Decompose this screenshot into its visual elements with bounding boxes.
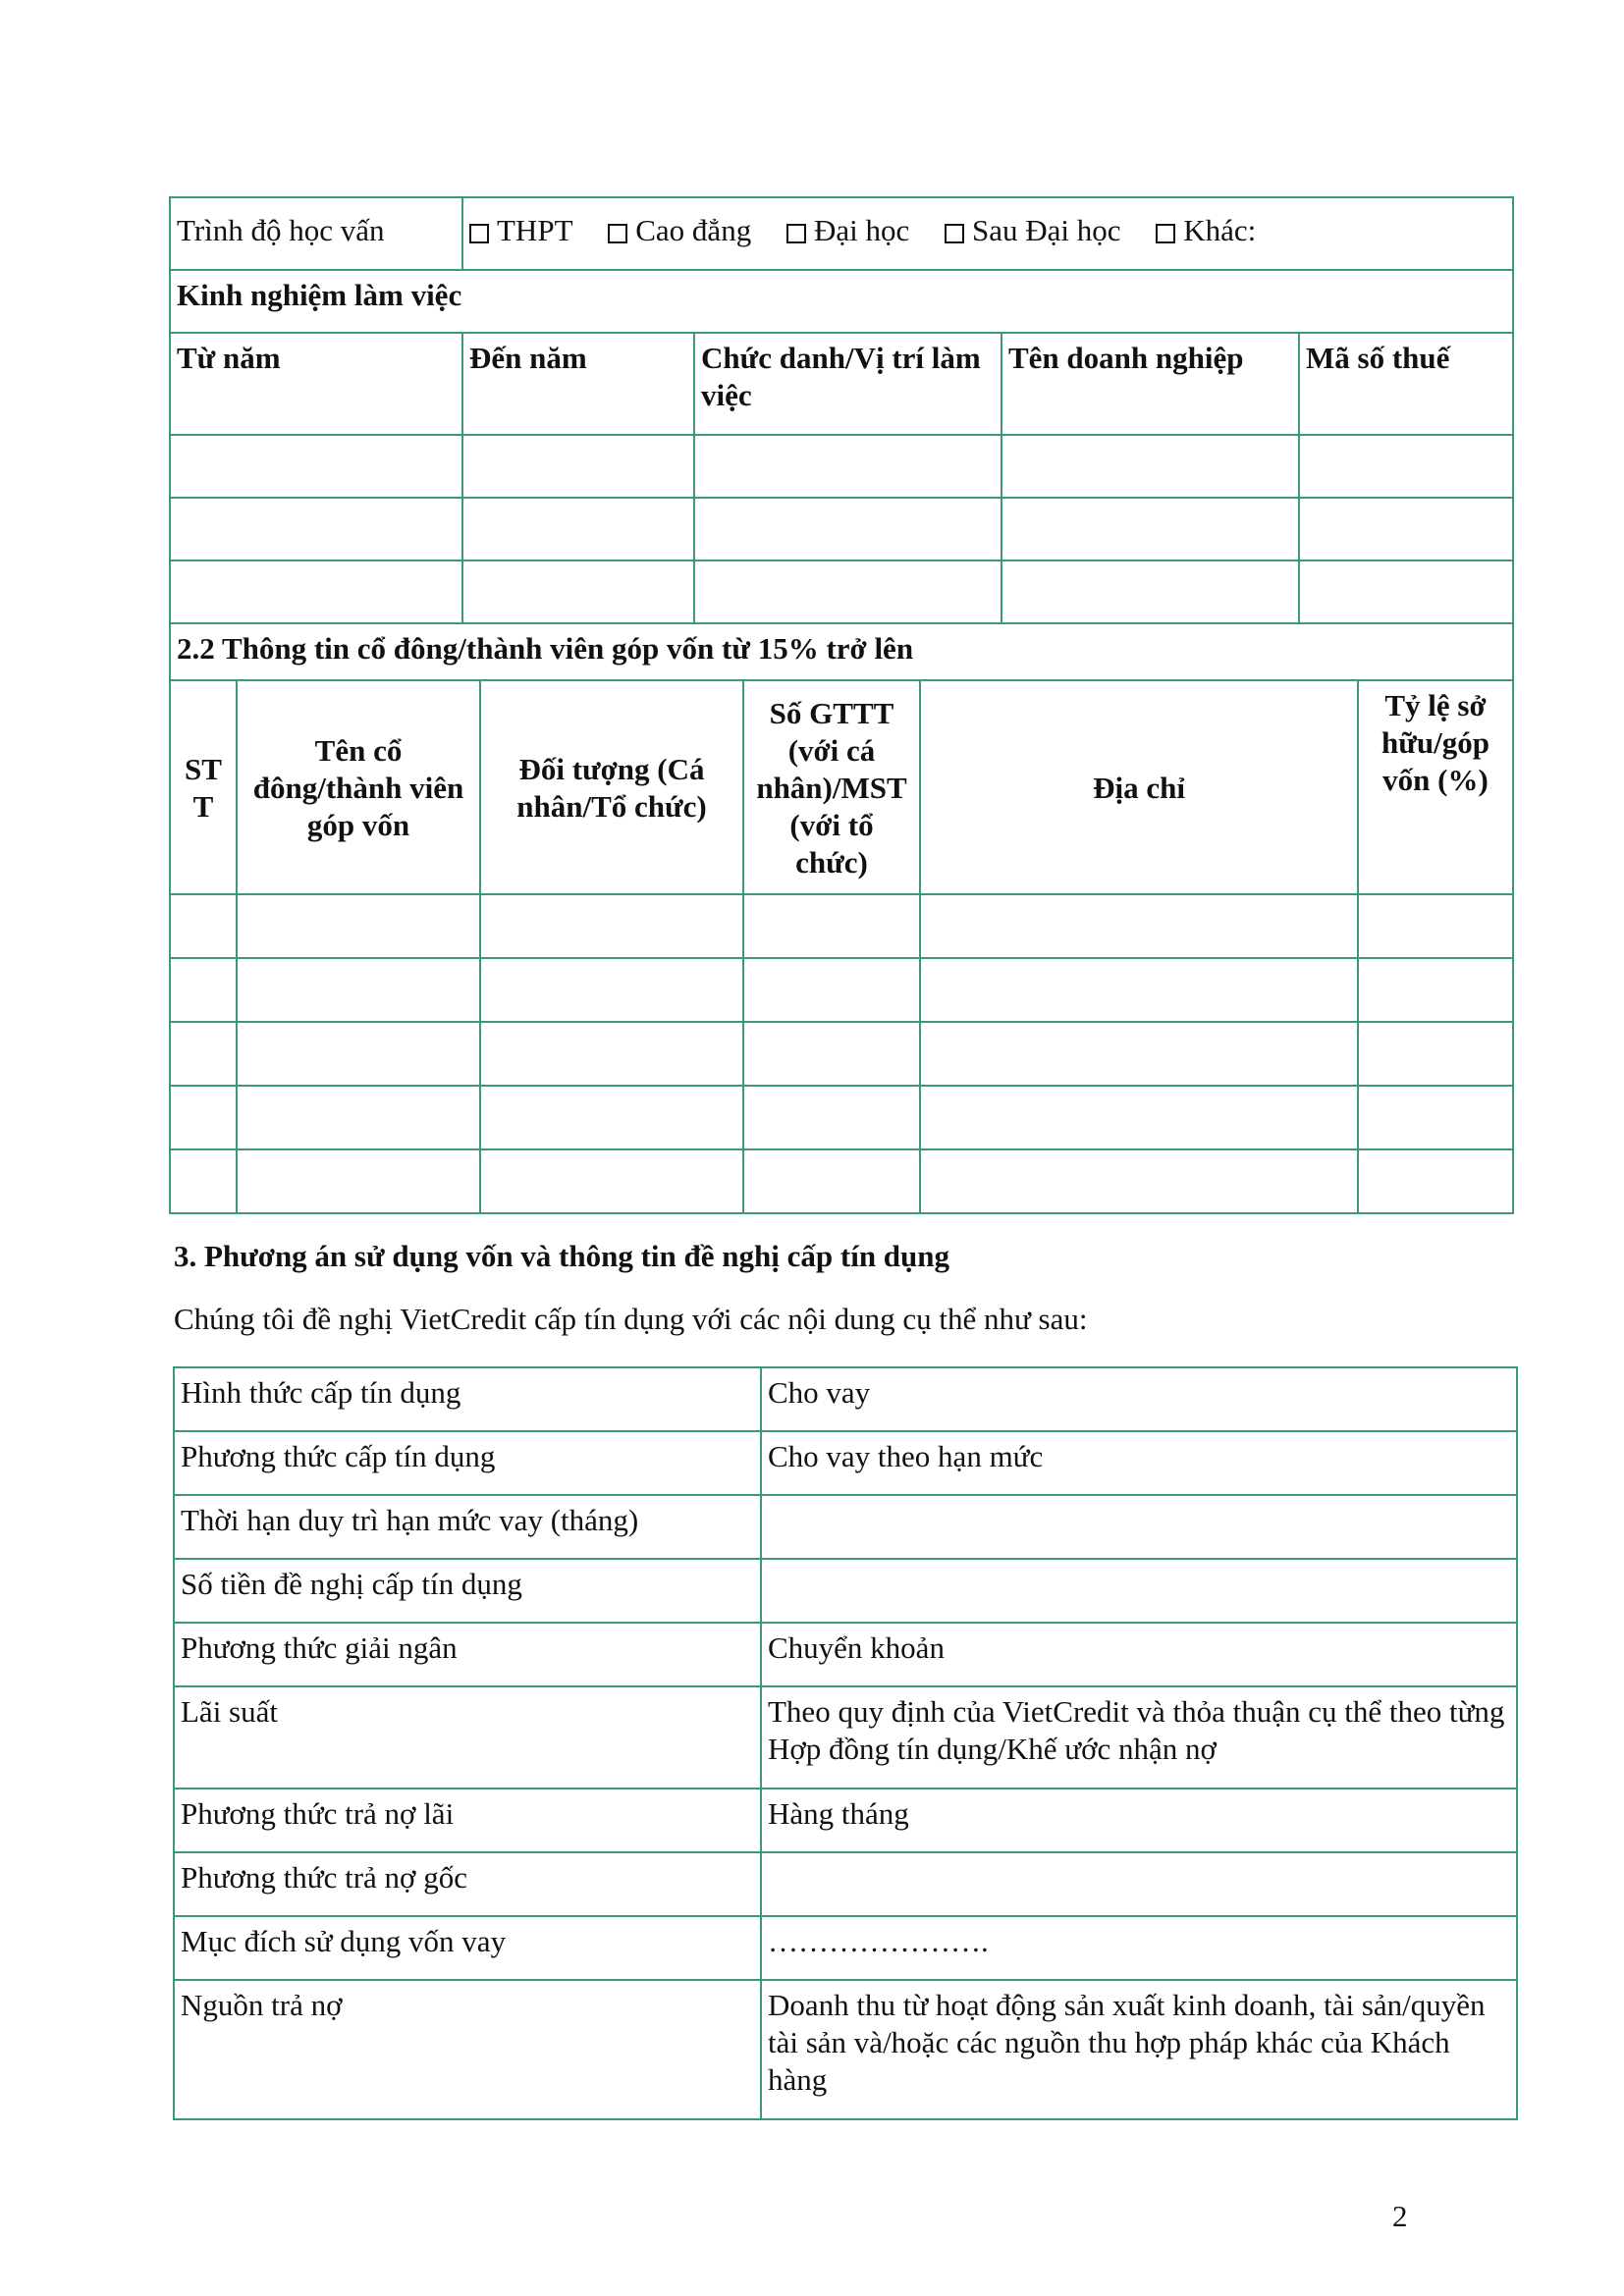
- checkbox-icon[interactable]: [469, 224, 489, 243]
- table-row: [174, 1559, 1517, 1623]
- table-row: [174, 1916, 1517, 1980]
- option-cao-dang[interactable]: Cao đẳng: [608, 213, 751, 247]
- row-value: Theo quy định của VietCredit và thỏa thuận cụ thể theo từng Hợp đồng tín dụng/Khế ước nhận nợ: [761, 1686, 1517, 1789]
- row-value[interactable]: [761, 1559, 1517, 1623]
- row-value: Hàng tháng: [761, 1789, 1517, 1852]
- row-label: Lãi suất: [174, 1686, 761, 1789]
- table-row: [170, 1086, 1513, 1149]
- shareholders-title: 2.2 Thông tin cổ đông/thành viên góp vốn từ 15% trở lên: [170, 623, 1513, 680]
- row-label: Hình thức cấp tín dụng: [174, 1367, 761, 1431]
- header-to-year: Đến năm: [462, 333, 694, 435]
- row-value: Doanh thu từ hoạt động sản xuất kinh doanh, tài sản/quyền tài sản và/hoặc các nguồn thu hợp pháp khác của Khách hàng: [761, 1980, 1517, 2119]
- shareholders-table: [169, 622, 1514, 1214]
- checkbox-icon[interactable]: [786, 224, 806, 243]
- row-label: Phương thức giải ngân: [174, 1623, 761, 1686]
- option-dai-hoc[interactable]: Đại học: [786, 213, 909, 247]
- table-row: [170, 894, 1513, 958]
- education-label: Trình độ học vấn: [170, 197, 462, 270]
- section3-intro: Chúng tôi đề nghị VietCredit cấp tín dụng với các nội dung cụ thể như sau:: [174, 1302, 1088, 1336]
- page-number: 2: [1392, 2199, 1408, 2233]
- checkbox-icon[interactable]: [608, 224, 627, 243]
- experience-table: [169, 196, 1514, 624]
- section3-title: 3. Phương án sử dụng vốn và thông tin đề nghị cấp tín dụng: [174, 1239, 950, 1273]
- row-value: Cho vay: [761, 1367, 1517, 1431]
- table-row: [174, 1431, 1517, 1495]
- table-row: [174, 1686, 1517, 1789]
- table-row: [170, 498, 1513, 561]
- row-label: Phương thức cấp tín dụng: [174, 1431, 761, 1495]
- option-thpt[interactable]: THPT: [469, 213, 573, 247]
- table-row: [170, 561, 1513, 623]
- table-row: [170, 1149, 1513, 1213]
- table-row: [174, 1367, 1517, 1431]
- option-khac[interactable]: Khác:: [1156, 213, 1256, 247]
- table-row: [174, 1980, 1517, 2119]
- header-stt: STT: [170, 680, 237, 894]
- table-row: [174, 1495, 1517, 1559]
- header-tax-code: Mã số thuế: [1299, 333, 1513, 435]
- row-label: Phương thức trả nợ gốc: [174, 1852, 761, 1916]
- experience-title: Kinh nghiệm làm việc: [170, 270, 1513, 333]
- row-value: Chuyển khoản: [761, 1623, 1517, 1686]
- table-row: [170, 958, 1513, 1022]
- row-label: Phương thức trả nợ lãi: [174, 1789, 761, 1852]
- checkbox-icon[interactable]: [1156, 224, 1175, 243]
- row-value[interactable]: [761, 1852, 1517, 1916]
- table-row: [174, 1789, 1517, 1852]
- header-company: Tên doanh nghiệp: [1001, 333, 1299, 435]
- table-row: [174, 1623, 1517, 1686]
- credit-proposal-table: [173, 1366, 1518, 2120]
- table-row: [170, 1022, 1513, 1086]
- header-ownership-ratio: Tỷ lệ sở hữu/góp vốn (%): [1358, 680, 1513, 894]
- row-value[interactable]: ………………….: [761, 1916, 1517, 1980]
- row-label: Số tiền đề nghị cấp tín dụng: [174, 1559, 761, 1623]
- header-from-year: Từ năm: [170, 333, 462, 435]
- header-subject-type: Đối tượng (Cá nhân/Tổ chức): [480, 680, 743, 894]
- row-label: Thời hạn duy trì hạn mức vay (tháng): [174, 1495, 761, 1559]
- table-row: [174, 1852, 1517, 1916]
- header-position: Chức danh/Vị trí làm việc: [694, 333, 1001, 435]
- header-shareholder-name: Tên cổ đông/thành viên góp vốn: [237, 680, 480, 894]
- row-label: Nguồn trả nợ: [174, 1980, 761, 2119]
- table-row: [170, 435, 1513, 498]
- header-address: Địa chỉ: [920, 680, 1358, 894]
- education-options: [462, 197, 1513, 270]
- header-id-number: Số GTTT (với cá nhân)/MST (với tổ chức): [743, 680, 920, 894]
- row-value: Cho vay theo hạn mức: [761, 1431, 1517, 1495]
- row-value[interactable]: [761, 1495, 1517, 1559]
- checkbox-icon[interactable]: [945, 224, 964, 243]
- option-sau-dai-hoc[interactable]: Sau Đại học: [945, 213, 1121, 247]
- row-label: Mục đích sử dụng vốn vay: [174, 1916, 761, 1980]
